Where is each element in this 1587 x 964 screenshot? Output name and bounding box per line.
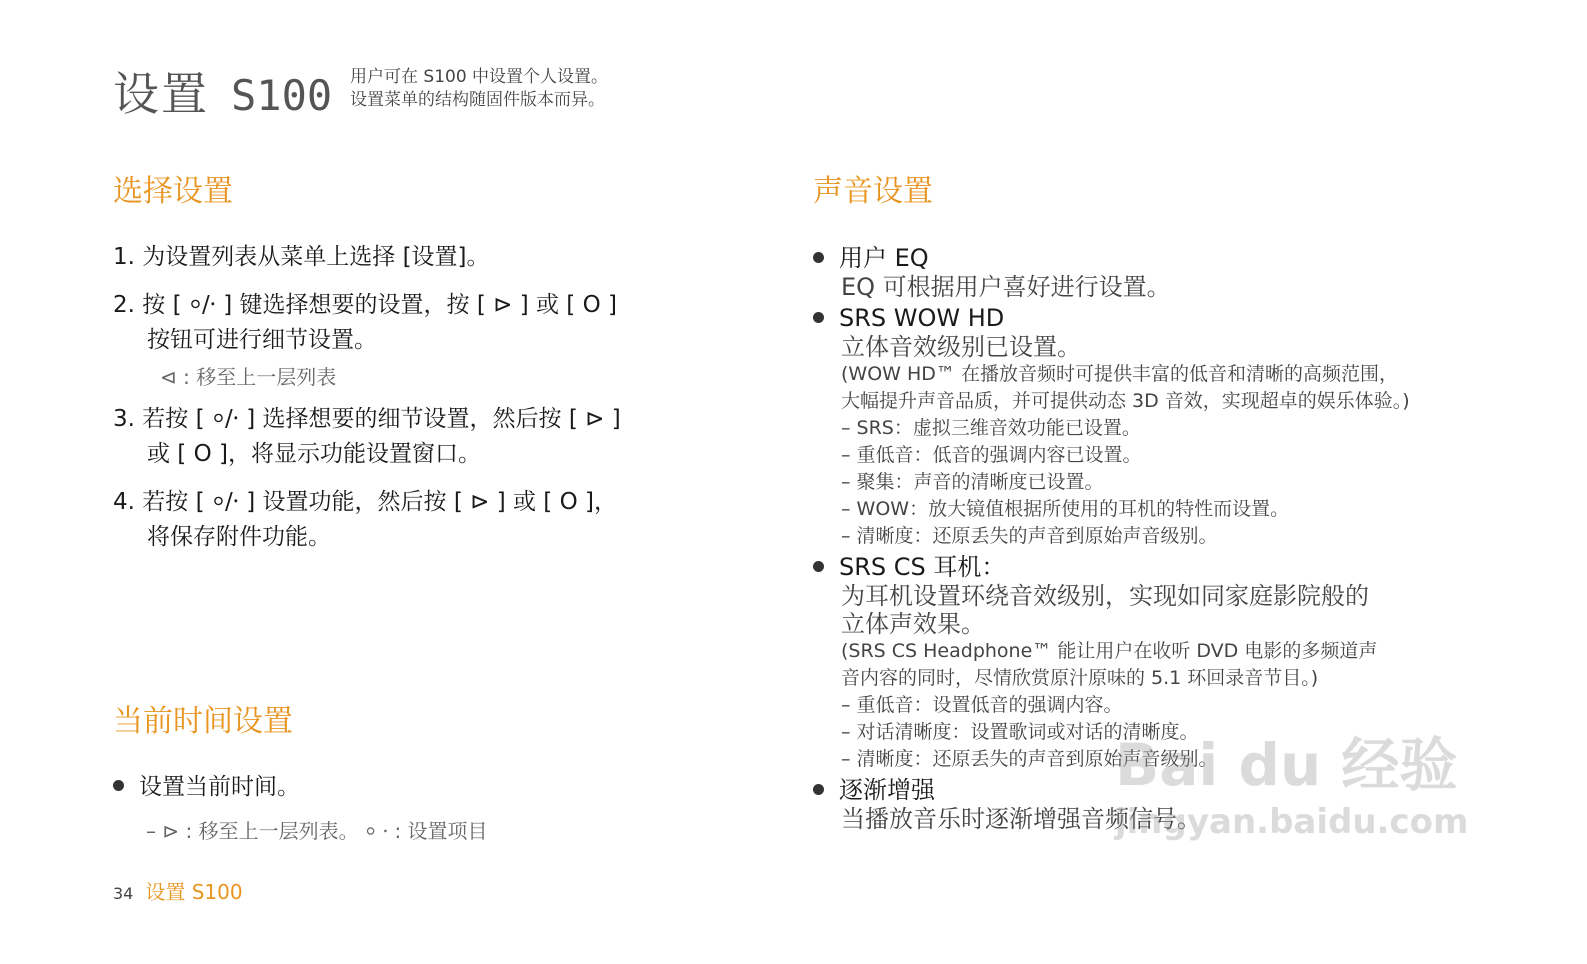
time-note: – ⊳ : 移至上一层列表。 ⸰ ⸱ : 设置项目	[146, 819, 488, 843]
srs-cs-desc-1: 为耳机设置环绕音效级别，实现如同家庭影院般的	[841, 582, 1369, 610]
time-bullet	[113, 770, 300, 805]
fade-in-title: 逐渐增强	[813, 775, 1410, 805]
bullet-icon	[813, 312, 824, 323]
srs-wow-note-1: (WOW HD™ 在播放音频时可提供丰富的低音和清晰的高频范围，	[841, 363, 1398, 385]
user-eq-desc: EQ 可根据用户喜好进行设置。	[841, 273, 1171, 301]
footer-section: 设置 S100	[145, 880, 243, 904]
step-4-line2: 将保存附件功能。	[147, 524, 331, 550]
srs-wow-item: – WOW：放大镜值根据所使用的耳机的特性而设置。	[841, 498, 1290, 520]
step-4-line1: 4. 若按 [ ⸰/⸱ ] 设置功能，然后按 [ ⊳ ] 或 [ O ]，	[113, 489, 617, 515]
step-1: 1. 为设置列表从菜单上选择 [设置]。	[113, 244, 490, 270]
srs-wow-desc: 立体音效级别已设置。	[841, 333, 1081, 361]
srs-wow-title: SRS WOW HD	[813, 303, 1410, 333]
srs-wow-item: – 聚集：声音的清晰度已设置。	[841, 471, 1104, 493]
watermark-brand: Bai du 经验	[1115, 731, 1458, 799]
page-title	[113, 58, 332, 124]
step-3-line1: 3. 若按 [ ⸰/⸱ ] 选择想要的细节设置，然后按 [ ⊳ ]	[113, 406, 621, 432]
step-2-note: ⊲ : 移至上一层列表	[160, 365, 337, 389]
title-desc-line2: 设置菜单的结构随固件版本而异。	[350, 90, 605, 110]
time-bullet-text: 设置当前时间。	[139, 774, 300, 800]
srs-wow-item: – 重低音：低音的强调内容已设置。	[841, 444, 1142, 466]
srs-cs-item: – 重低音：设置低音的强调内容。	[841, 694, 1123, 716]
step-2-line1: 2. 按 [ ⸰/⸱ ] 键选择想要的设置，按 [ ⊳ ] 或 [ O ]	[113, 292, 617, 318]
page-footer	[113, 876, 243, 905]
srs-wow-note-2: 大幅提升声音品质，并可提供动态 3D 音效，实现超卓的娱乐体验。)	[841, 390, 1410, 412]
srs-wow-item: – SRS：虚拟三维音效功能已设置。	[841, 417, 1141, 439]
step-3-line2: 或 [ O ]，将显示功能设置窗口。	[147, 441, 481, 467]
title-description	[350, 66, 608, 112]
srs-cs-note-2: 音内容的同时，尽情欣赏原汁原味的 5.1 环回录音节目。)	[841, 667, 1319, 689]
fade-in-desc: 当播放音乐时逐渐增强音频信号。	[841, 805, 1201, 833]
step-3	[113, 402, 621, 472]
step-2	[113, 288, 617, 358]
baidu-watermark	[1115, 718, 1475, 893]
srs-wow-item: – 清晰度：还原丢失的声音到原始声音级别。	[841, 525, 1218, 547]
watermark-url: jingyan.baidu.com	[1115, 802, 1469, 842]
select-settings-heading: 选择设置	[113, 174, 233, 209]
user-eq-title: 用户 EQ	[813, 243, 1410, 273]
time-settings-heading: 当前时间设置	[113, 704, 293, 739]
step-4	[113, 485, 617, 555]
bullet-icon	[813, 784, 824, 795]
sound-settings-heading: 声音设置	[813, 174, 933, 209]
bullet-icon	[813, 561, 824, 572]
page-number: 34	[113, 884, 134, 903]
bullet-icon	[113, 780, 124, 791]
srs-cs-desc-2: 立体声效果。	[841, 610, 985, 638]
srs-cs-item: – 清晰度：还原丢失的声音到原始声音级别。	[841, 748, 1218, 770]
srs-cs-item: – 对话清晰度：设置歌词或对话的清晰度。	[841, 721, 1199, 743]
page-title-model: S100	[231, 71, 333, 120]
title-desc-line1: 用户可在 S100 中设置个人设置。	[350, 67, 609, 87]
srs-cs-note-1: (SRS CS Headphone™ 能让用户在收听 DVD 电影的多频道声	[841, 640, 1378, 662]
bullet-icon	[813, 252, 824, 263]
srs-cs-title: SRS CS 耳机：	[813, 552, 1410, 582]
step-2-line2: 按钮可进行细节设置。	[147, 327, 377, 353]
page-title-text: 设置	[113, 67, 209, 121]
